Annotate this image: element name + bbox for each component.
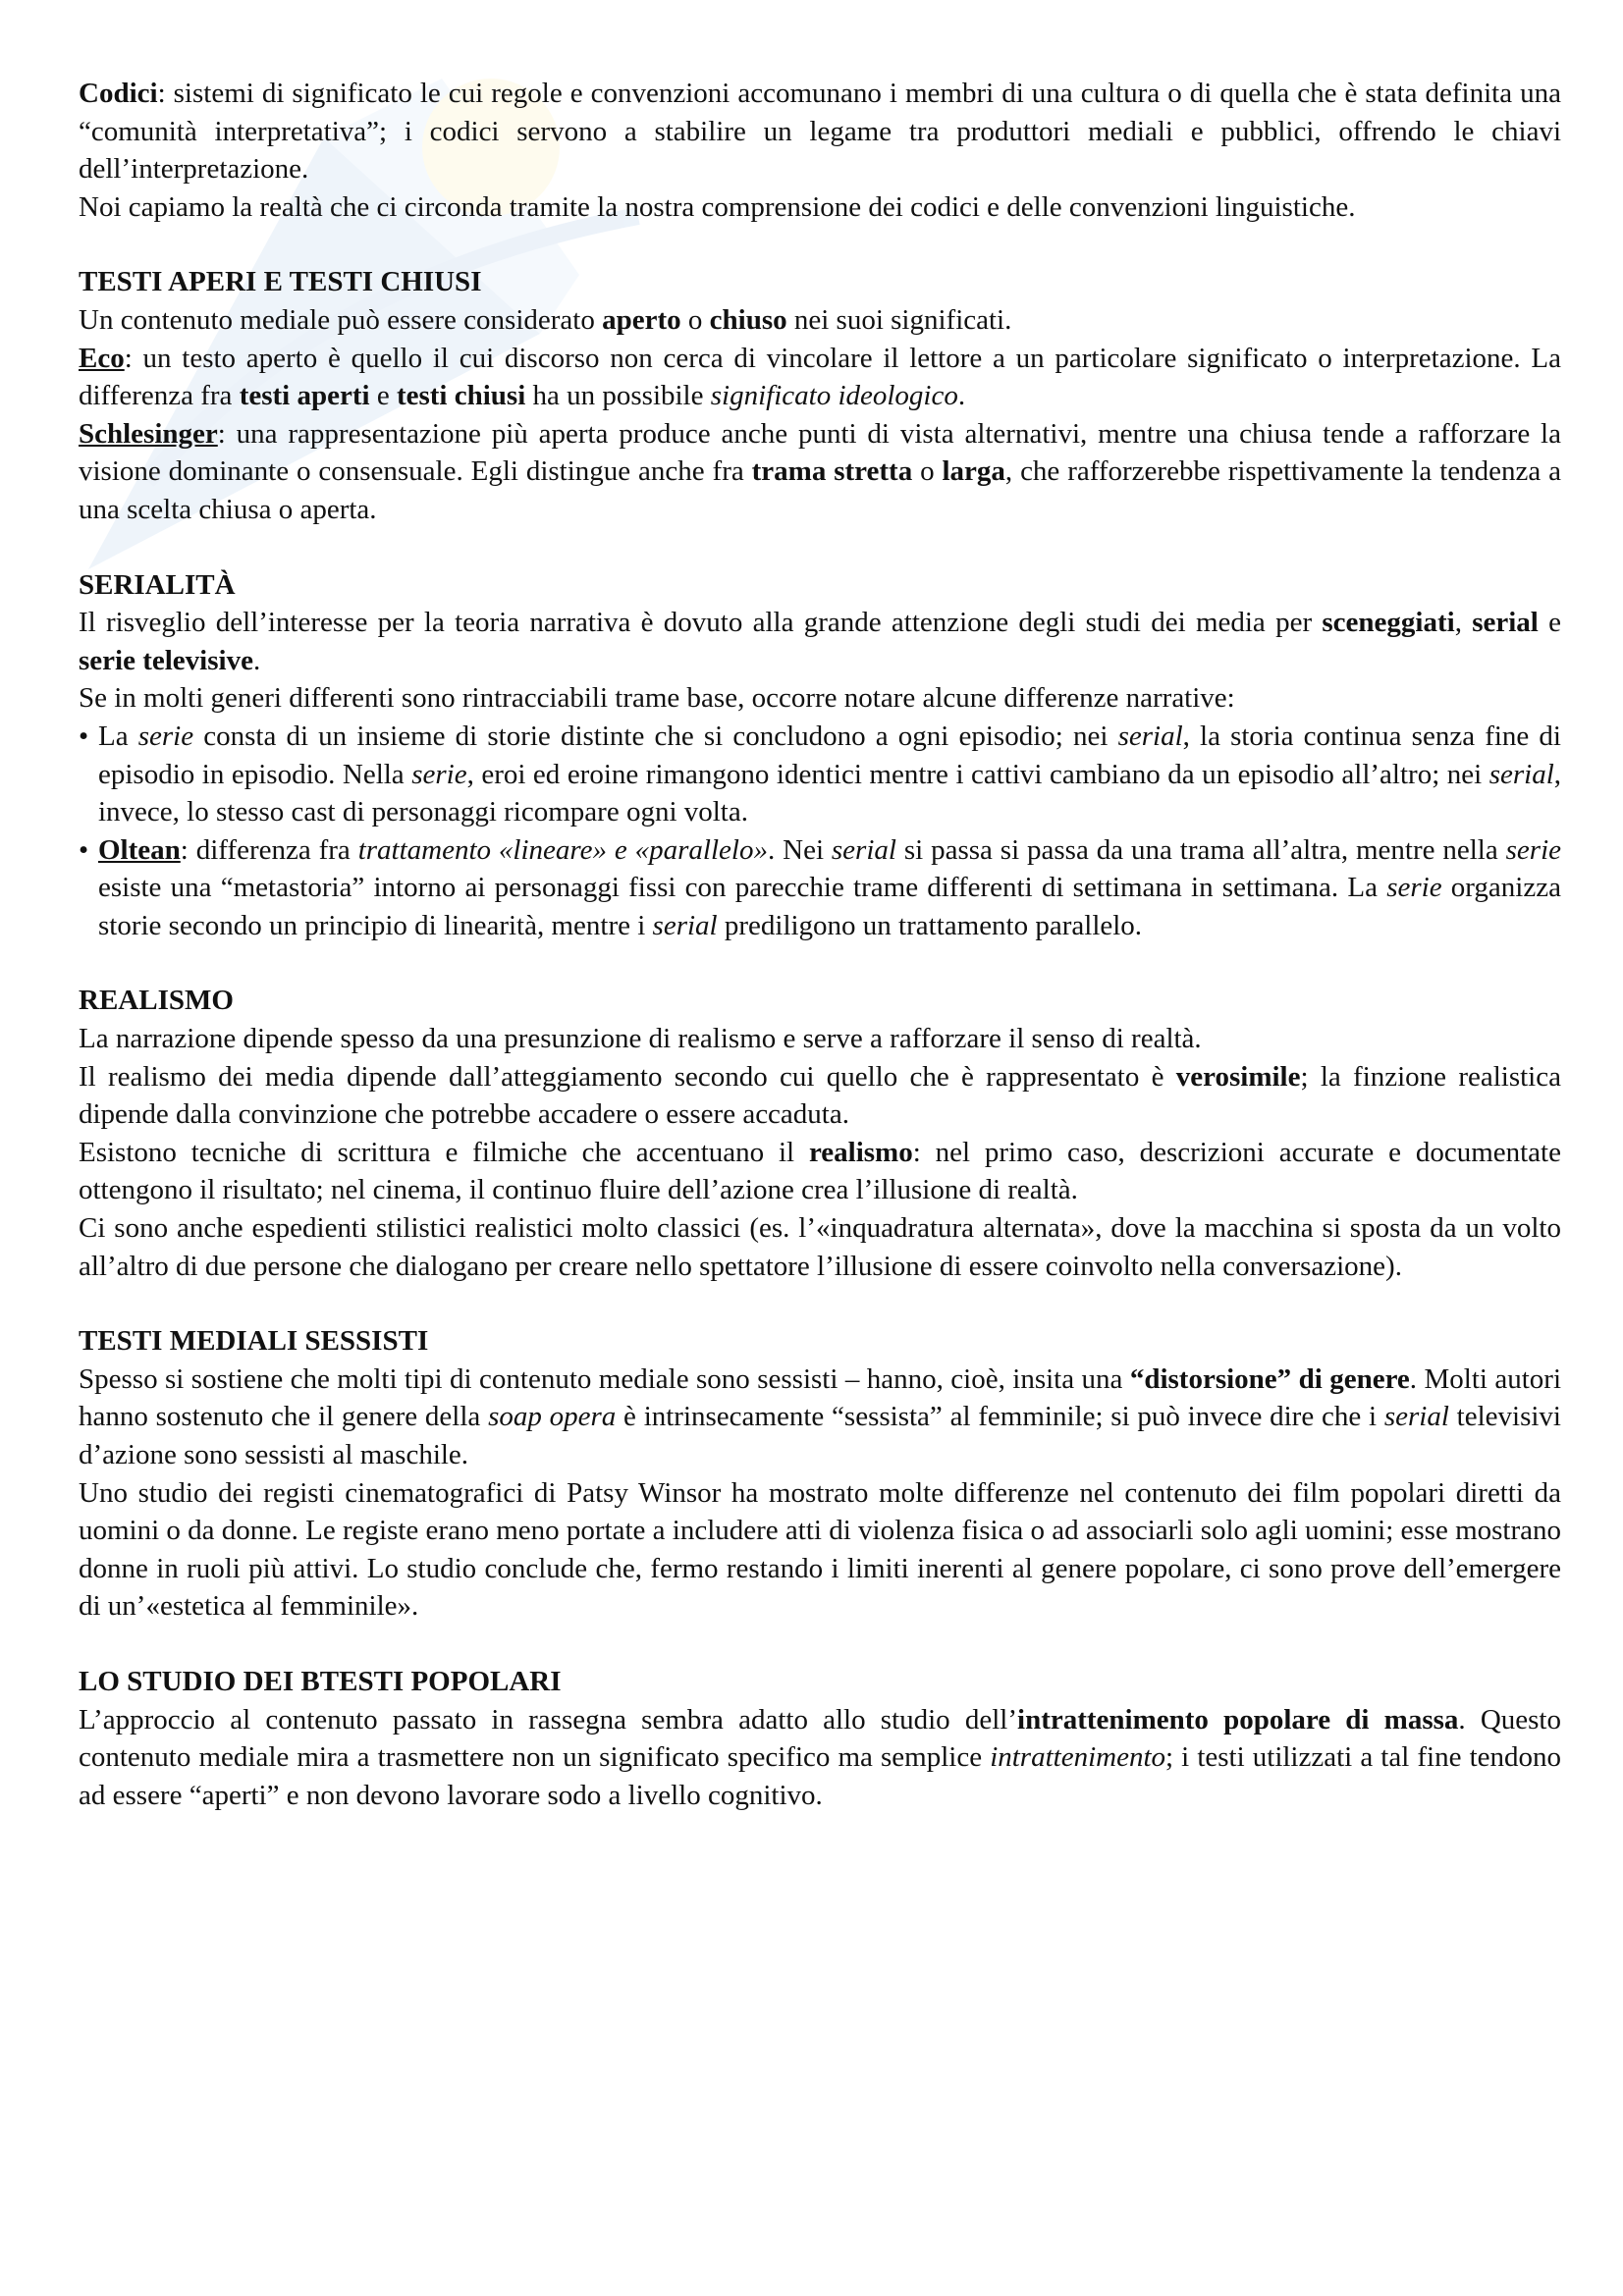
list-item: • Oltean: differenza fra trattamento «lineare» e «parallelo». Nei serial si passa si passa da una trama all’altra, mentre nella serie esiste una “metastoria” intorno ai personaggi fissi con parecchie trame differenti di settimana in settimana. La serie organizza storie secondo un principio di linearità, mentre i serial prediligono un trattamento parallelo.: [79, 831, 1561, 945]
codici-paragraph-2: Noi capiamo la realtà che ci circonda tramite la nostra comprensione dei codici e delle convenzioni linguistiche.: [79, 190, 1356, 223]
bullet-icon: •: [79, 720, 89, 752]
serialita-paragraph-2: Se in molti generi differenti sono rintracciabili trame base, occorre notare alcune differenze narrative:: [79, 682, 1235, 715]
author-oltean: Oltean: [98, 833, 181, 866]
realismo-paragraph-3: Esistono tecniche di scrittura e filmiche che accentuano il realismo: nel primo caso, descrizioni accurate e documentate ottengono il risultato; nel cinema, il continuo fluire dell’azione crea l’illusione di realtà.: [79, 1136, 1561, 1206]
document-page: [79, 75, 1561, 1814]
author-eco: Eco: [79, 342, 125, 374]
section-heading-serialita: SERIALITÀ: [79, 568, 236, 601]
codici-term: Codici: [79, 78, 158, 109]
schlesinger-paragraph: Schlesinger: una rappresentazione più aperta produce anche punti di vista alternativi, mentre una chiusa tende a rafforzare la visione dominante o consensuale. Egli distingue anche fra trama stretta o larga, che rafforzerebbe rispettivamente la tendenza a una scelta chiusa o aperta.: [79, 417, 1561, 525]
list-item: • La serie consta di un insieme di storie distinte che si concludono a ogni episodio; nei serial, la storia continua senza fine di episodio in episodio. Nella serie, eroi ed eroine rimangono identici mentre i cattivi cambiano da un episodio all’altro; nei serial, invece, lo stesso cast di personaggi ricompare ogni volta.: [79, 718, 1561, 831]
bullet-icon: •: [79, 833, 89, 866]
popolari-paragraph: L’approccio al contenuto passato in rassegna sembra adatto allo studio dell’intrattenimento popolare di massa. Questo contenuto mediale mira a trasmettere non un significato specifico ma semplice intrattenimento; i testi utilizzati a tal fine tendono ad essere “aperti” e non devono lavorare sodo a livello cognitivo.: [79, 1703, 1561, 1811]
serialita-bullet-list: [79, 718, 1561, 945]
testi-aperti-intro: Un contenuto mediale può essere considerato aperto o chiuso nei suoi significati.: [79, 303, 1012, 336]
realismo-paragraph-4: Ci sono anche espedienti stilistici realistici molto classici (es. l’«inquadratura alternata», dove la macchina si sposta da un volto all’altro di due persone che dialogano per creare nello spettatore l’illusione di essere coinvolto nella conversazione).: [79, 1212, 1561, 1282]
author-schlesinger: Schlesinger: [79, 417, 218, 450]
sessisti-paragraph-2: Uno studio dei registi cinematografici di Patsy Winsor ha mostrato molte differenze nel contenuto dei film popolari diretti da uomini o da donne. Le registe erano meno portate a includere atti di violenza fisica o ad associarli solo agli uomini; esse mostrano donne in ruoli più attivi. Lo studio conclude che, fermo restando i limiti inerenti al genere popolare, ci sono prove dell’emergere di un’«estetica al femminile».: [79, 1476, 1561, 1623]
section-heading-popolari: LO STUDIO DEI BTESTI POPOLARI: [79, 1665, 562, 1697]
realismo-paragraph-2: Il realismo dei media dipende dall’atteggiamento secondo cui quello che è rappresentato è verosimile; la finzione realistica dipende dalla convinzione che potrebbe accadere o essere accaduta.: [79, 1060, 1561, 1131]
section-heading-sessisti: TESTI MEDIALI SESSISTI: [79, 1325, 429, 1358]
section-heading-testi-aperti: TESTI APERI E TESTI CHIUSI: [79, 266, 482, 298]
sessisti-paragraph-1: Spesso si sostiene che molti tipi di contenuto mediale sono sessisti – hanno, cioè, insita una “distorsione” di genere. Molti autori hanno sostenuto che il genere della soap opera è intrinsecamente “sessista” al femminile; si può invece dire che i serial televisivi d’azione sono sessisti al maschile.: [79, 1362, 1561, 1470]
realismo-paragraph-1: La narrazione dipende spesso da una presunzione di realismo e serve a rafforzare il senso di realtà.: [79, 1023, 1202, 1055]
section-heading-realismo: REALISMO: [79, 985, 234, 1017]
serialita-intro: Il risveglio dell’interesse per la teoria narrativa è dovuto alla grande attenzione degli studi dei media per sceneggiati, serial e serie televisive.: [79, 607, 1561, 676]
codici-paragraph: Codici: sistemi di significato le cui regole e convenzioni accomunano i membri di una cultura o di quella che è stata definita una “comunità interpretativa”; i codici servono a stabilire un legame tra produttori mediali e pubblici, offrendo le chiavi dell’interpretazione.: [79, 78, 1561, 186]
eco-paragraph: Eco: un testo aperto è quello il cui discorso non cerca di vincolare il lettore a un particolare significato o interpretazione. La differenza fra testi aperti e testi chiusi ha un possibile significato ideologico.: [79, 342, 1561, 412]
